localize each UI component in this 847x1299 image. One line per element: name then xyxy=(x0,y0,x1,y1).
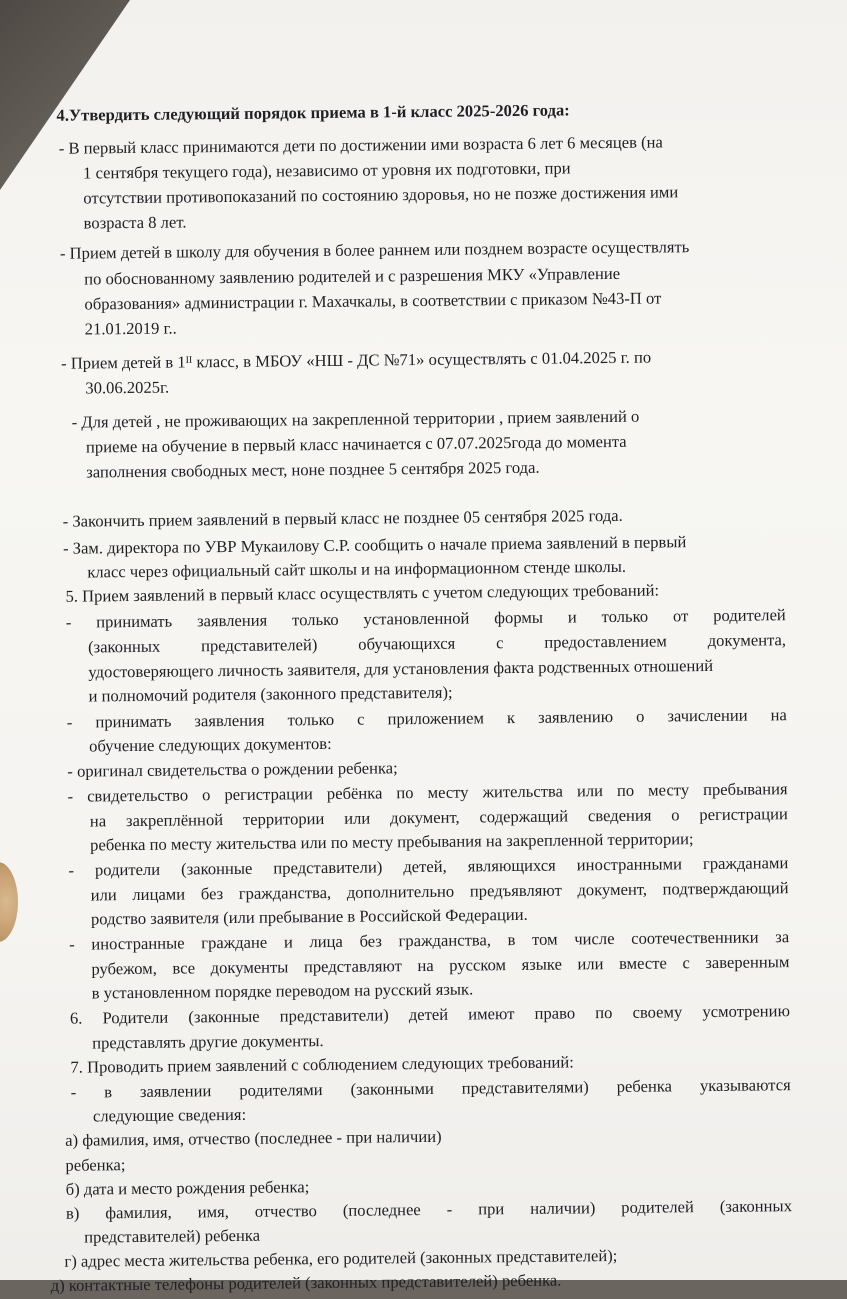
text-line: приеме на обучение в первый класс начинается с 07.07.2025года до момента xyxy=(85,431,627,457)
section-4-heading: 4.Утвердить следующий порядок приема в 1-й класс 2025-2026 года: xyxy=(56,100,570,125)
text-line: заполнения свободных мест, ноне позднее 5 сентября 2025 года. xyxy=(86,457,540,482)
text-line: г) адрес места жительства ребенка, его родителей (законных представителей); xyxy=(64,1245,618,1271)
text-line: - иностранные граждане и лица без гражданства, в том числе соотечественники за xyxy=(69,927,790,954)
section-7-heading: 7. Проводить прием заявлений с соблюдением следующих требований: xyxy=(70,1052,574,1077)
text-line: д) контактные телефоны родителей (законных представителей) ребенка. xyxy=(50,1270,562,1295)
text-line: ребенка; xyxy=(65,1155,126,1175)
text-line: 21.01.2019 г.. xyxy=(84,318,177,339)
text-line: обучение следующих документов: xyxy=(88,733,332,756)
text-line: на закреплённой территории или документ, содержащий сведения о регистрации xyxy=(89,804,788,831)
text-line: - В первый класс принимаются дети по достижении ими возраста 6 лет 6 месяцев (на xyxy=(58,132,663,158)
text-line: образования» администрации г. Махачкалы, в соответствии с приказом №43-П от xyxy=(84,288,662,314)
section-5-heading: 5. Прием заявлений в первый класс осуществлять с учетом следующих требований: xyxy=(65,580,660,606)
text-line: - Прием детей в 1ᴵᴵ класс, в МБОУ «НШ - ДС №71» осуществлять с 01.04.2025 г. по xyxy=(60,347,652,373)
text-line: 1 сентября текущего года), независимо от уровня их подготовки, при xyxy=(82,158,571,183)
text-line: рубежом, все документы представляют на русском языке или вместе с заверенным xyxy=(91,952,790,979)
text-line: - принимать заявления только установленной формы и только от родителей xyxy=(65,605,786,632)
text-line: ребенка по месту жительства или по месту пребывания на закрепленной территории; xyxy=(90,829,694,855)
text-line: - принимать заявления только с приложением к заявлению о зачислении на xyxy=(66,705,787,732)
text-line: (законных представителей) обучающихся с предоставлением документа, xyxy=(87,630,787,657)
text-line: представлять другие документы. xyxy=(92,1031,324,1053)
text-line: отсутствии противопоказаний по состоянию здоровья, но не позже достижения ими xyxy=(83,182,679,208)
text-line: 30.06.2025г. xyxy=(85,377,170,398)
text-line: а) фамилия, имя, отчество (последнее - при наличии) xyxy=(65,1126,442,1150)
text-line: в) фамилия, имя, отчество (последнее - при наличии) родителей (законных xyxy=(65,1196,793,1223)
text-line: родство заявителя (или пребывание в Российской Федерации. xyxy=(90,904,528,929)
text-line: - Закончить прием заявлений в первый класс не позднее 05 сентября 2025 года. xyxy=(62,505,623,531)
text-line: в установленном порядке переводом на русский язык. xyxy=(91,979,474,1003)
text-line: - родители (законные представители) детей, являющихся иностранными гражданами xyxy=(68,853,789,880)
text-line: - Прием детей в школу для обучения в более раннем или позднем возрасте осуществлять xyxy=(59,237,690,263)
text-line: класс через официальный сайт школы и на информационном стенде школы. xyxy=(87,556,627,582)
text-line: возраста 8 лет. xyxy=(83,212,187,233)
text-line: и полномочий родителя (законного представителя); xyxy=(88,682,453,706)
text-line: или лицами без гражданства, дополнительно предъявляют документ, подтверждающий xyxy=(90,878,789,905)
text-line: - в заявлении родителями (законными представителями) ребенка указываются xyxy=(70,1075,791,1102)
text-line: б) дата и место рождения ребенка; xyxy=(65,1177,310,1199)
text-line: представителей) ребенка xyxy=(84,1225,261,1247)
text-line: - Для детей , не проживающих на закрепленной территории , прием заявлений о xyxy=(71,406,640,432)
text-line: - свидетельство о регистрации ребёнка по месту жительства или по месту пребывания xyxy=(67,779,788,806)
text-line: удостоверяющего личность заявителя, для установления факта родственных отношений xyxy=(88,655,714,682)
section-6-heading: 6. Родители (законные представители) детей имеют право по своему усмотрению xyxy=(69,1001,791,1028)
text-line: - оригинал свидетельства о рождении ребенка; xyxy=(67,758,398,781)
text-line: по обоснованному заявлению родителей и с разрешения МКУ «Управление xyxy=(84,263,621,289)
text-line: следующие сведения: xyxy=(92,1104,247,1126)
text-line: - Зам. директора по УВР Мукаилову С.Р. сообщить о начале приема заявлений в первый xyxy=(62,532,687,558)
